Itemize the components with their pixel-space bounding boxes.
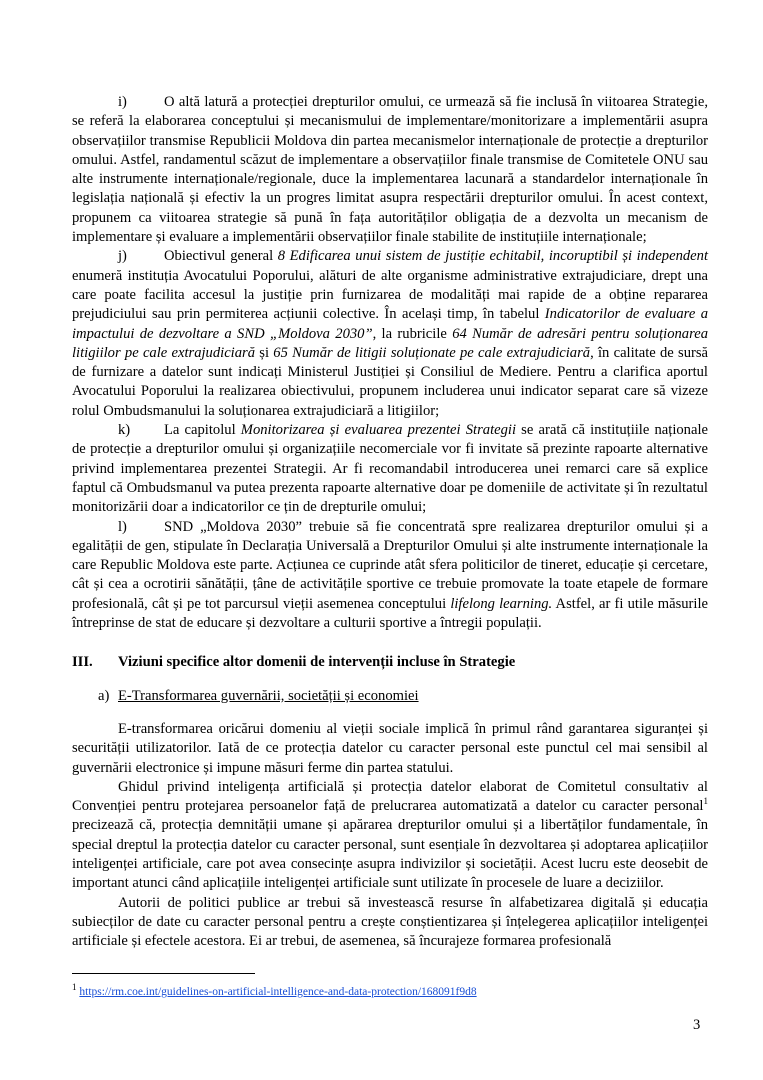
section-heading <box>72 653 708 672</box>
paragraph-2-text-1: Ghidul privind inteligența artificială și protecția datelor elaborat de Comitetul consultativ al Convenției pentru protejarea persoanelor față de prelucrarea automatizată a datelor cu caracter personal <box>72 778 708 815</box>
item-i-text: O altă latură a protecției drepturilor omului, ce urmează să fie inclusă în viitoarea Strategie, se referă la elaborarea conceptului și mecanismului de implementare/monitorizare a implementării asupra observațiilor transmise Republicii Moldova din partea mecanismelor internaționale de protecție a drepturilor omului. Astfel, randamentul scăzut de implementare a observațiilor finale transmise de Comitetele ONU sau alte instrumente internaționale/regionale, duce la implementarea lacunară a standardelor internaționale în legislația națională și efectiv la un progres limitat asupra respectării drepturilor omului. În acest context, propunem ca viitoarea strategie să pună în fața autorităților obligația de a dezvolta un mecanism de implementare și evaluare a implementării observațiilor finale stabilite de instituțiile internaționale; <box>72 94 708 246</box>
item-j-text-4: și <box>255 344 274 361</box>
item-k-chapter-title: Monitorizarea și evaluarea prezentei Strategii <box>240 422 517 439</box>
footnote <box>72 982 477 999</box>
footnote-link[interactable]: https://rm.coe.int/guidelines-on-artificial-intelligence-and-data-protection/168091f9d8 <box>79 986 477 998</box>
item-j-text-5: , în calitate de sursă de furnizare a datelor sunt indicați Ministerul Justiției și Consiliul de Mediere. Pentru a clarifica aportul Avocatului Poporului la realizarea obiectivului, propunem includerea unui indicator separat care să vizeze rolul Ombudsmanului la soluționarea extrajudiciară a litigiilor; <box>72 344 709 419</box>
section-title: Viziuni specifice altor domenii de intervenții incluse în Strategie <box>118 654 516 671</box>
footnote-number: 1 <box>72 982 77 993</box>
paragraph-1: E-transformarea oricărui domeniu al vieții sociale implică în primul rând garantarea siguranței și securității utilizatorilor. Iată de ce protecția datelor cu caracter personal este punctul cel mai sensibil al guvernării electronice și impune măsuri ferme din partea statului. <box>72 720 708 776</box>
item-j-text-2: enumeră instituția Avocatului Poporului, alături de alte organisme administrative extrajudiciare, drept una care poate facilita accesul la justiție prin furnizarea de modalități mai rapide de a obține repararea prejudiciului sau prin permiterea acțiunii colective. În același timp, în tabelul <box>72 267 708 323</box>
item-l-text-2: Astfel, ar fi utile măsurile întreprinse de stat de educare și dezvoltare a culturii sportive a întregii populații. <box>72 595 708 632</box>
item-k-marker: k) <box>118 422 131 439</box>
footnote-separator <box>72 973 255 974</box>
item-l-marker: l) <box>118 518 127 535</box>
paragraph-2 <box>72 778 708 894</box>
paragraph-2-text-2: precizează că, protecția demnității umane și apărarea drepturilor omului și a libertăților fundamentale, în special dreptul la protecția datelor cu caracter personal, sunt esențiale în dezvoltarea și adoptarea aplicațiilor inteligenței artificiale, care pot avea consecințe asupra indivizilor și societății. Acest lucru este deosebit de important atunci când aplicațiile inteligenței artificiale sunt utilizate în procesele de luare a deciziilor. <box>72 817 708 892</box>
item-k-text-2: se arată că instituțiile naționale de protecție a drepturilor omului și organizațiile necomerciale vor fi invitate să prezinte rapoarte alternative privind implementarea prezentei Strategii. Ar fi recomandabil introducerea unei remarci care să explice faptul că Ombudsmanul va putea prezenta rapoarte alternative doar pe domeniile de activitate și în rezultatul monitorizării doar a indicatorilor ce țin de drepturile omului; <box>72 422 708 516</box>
paragraph-3: Autorii de politici publice ar trebui să investească resurse în alfabetizarea digitală și educația subiecților de date cu caracter personal pentru a crește conștientizarea și înțelegerea aplicațiilor inteligenței artificiale și efectele acestora. Ei ar trebui, de asemenea, să încurajeze formarea profesională <box>72 894 708 950</box>
item-i-marker: i) <box>118 94 127 110</box>
item-j-marker: j) <box>118 248 127 265</box>
subsection-title: E-Transformarea guvernării, societății și economiei <box>118 687 419 704</box>
item-j-text-1: Obiectivul general <box>164 248 278 265</box>
item-l <box>72 518 708 634</box>
item-j-text-3: , la rubricile <box>372 325 453 342</box>
item-j <box>72 247 708 421</box>
item-l-lifelong-learning: lifelong learning. <box>450 595 553 612</box>
item-k <box>72 421 708 517</box>
item-j-indicator-64: 64 Număr de adresări pentru soluționarea litigiilor pe cale extrajudiciară <box>72 325 709 361</box>
footnote-reference[interactable]: 1 <box>703 796 708 807</box>
item-k-text-1: La capitolul <box>164 422 241 439</box>
item-j-indicators-table-title: Indicatorilor de evaluare a impactului de dezvoltare a SND „Moldova 2030” <box>72 306 708 342</box>
item-j-objective-title: 8 Edificarea unui sistem de justiție echitabil, incoruptibil și independent <box>277 248 709 265</box>
section-number: III. <box>72 654 93 671</box>
subsection-marker: a) <box>98 687 110 704</box>
item-l-text-1: SND „Moldova 2030” trebuie să fie concentrată spre realizarea drepturilor omului și a egalității de gen, stipulate în Declarația Universală a Drepturilor Omului și alte instrumente internaționale la care Republic Moldova este parte. Acțiunea ce cuprinde atât sfera politicilor de tineret, educație și cercetare, cât și cea a ocrotirii sănătății, țâne de activitățile sportive ce trebuie promovate la toate etapele de formare profesională, cât și pe tot parcursul vieții asemenea conceptului <box>72 518 708 612</box>
item-i <box>72 93 708 247</box>
page-body <box>72 93 708 951</box>
item-j-indicator-65: 65 Număr de litigii soluționate pe cale extrajudiciară <box>273 344 591 361</box>
subsection-heading <box>72 687 708 706</box>
page-number: 3 <box>693 1017 701 1033</box>
